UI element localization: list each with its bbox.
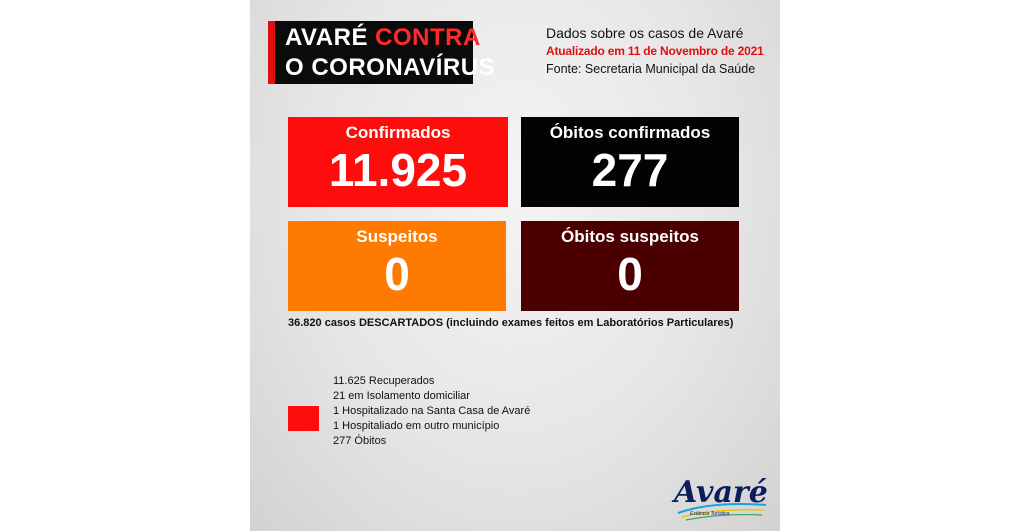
card-suspected [288, 221, 506, 311]
info-block [546, 24, 776, 78]
info-heading: Dados sobre os casos de Avaré [546, 25, 744, 41]
card-confirmed-label: Confirmados [345, 123, 451, 142]
campaign-title-block [268, 21, 496, 84]
status-home-isolation: 21 em Isolamento domiciliar [333, 390, 470, 402]
card-suspected-label: Suspeitos [356, 227, 438, 246]
status-recovered: 11.625 Recuperados [333, 375, 435, 387]
title-line-1 [285, 24, 481, 52]
logo-text: Avaré [674, 475, 768, 510]
card-deaths-suspected-value: 0 [617, 248, 643, 300]
status-hospitalized-local: 1 Hospitalizado na Santa Casa de Avaré [333, 405, 531, 417]
title-accent: CONTRA [375, 24, 481, 51]
card-suspected-value: 0 [384, 248, 410, 300]
card-confirmed-value: 11.925 [328, 144, 468, 196]
discarded-cases-text: 36.820 casos DESCARTADOS (incluindo exames feitos em Laboratórios Particulares) [288, 317, 734, 329]
status-list [333, 374, 530, 449]
title-prefix: AVARÉ [285, 24, 376, 51]
card-deaths-confirmed [521, 117, 739, 207]
title-line-2: O CORONAVÍRUS [285, 54, 496, 81]
card-deaths-suspected [521, 221, 739, 311]
card-confirmed [288, 117, 508, 207]
legend-swatch [288, 406, 319, 431]
card-deaths-confirmed-value: 277 [591, 144, 669, 196]
card-deaths-confirmed-label: Óbitos confirmados [549, 123, 711, 142]
status-deaths: 277 Óbitos [333, 435, 387, 447]
info-updated: Atualizado em 11 de Novembro de 2021 [546, 44, 764, 58]
logo-tagline: Estância Turística [690, 511, 730, 517]
poster [250, 0, 780, 531]
info-source: Fonte: Secretaria Municipal da Saúde [546, 62, 756, 76]
status-hospitalized-other: 1 Hospitaliado em outro município [333, 420, 500, 432]
card-deaths-suspected-label: Óbitos suspeitos [561, 227, 699, 246]
avare-logo [672, 475, 772, 525]
